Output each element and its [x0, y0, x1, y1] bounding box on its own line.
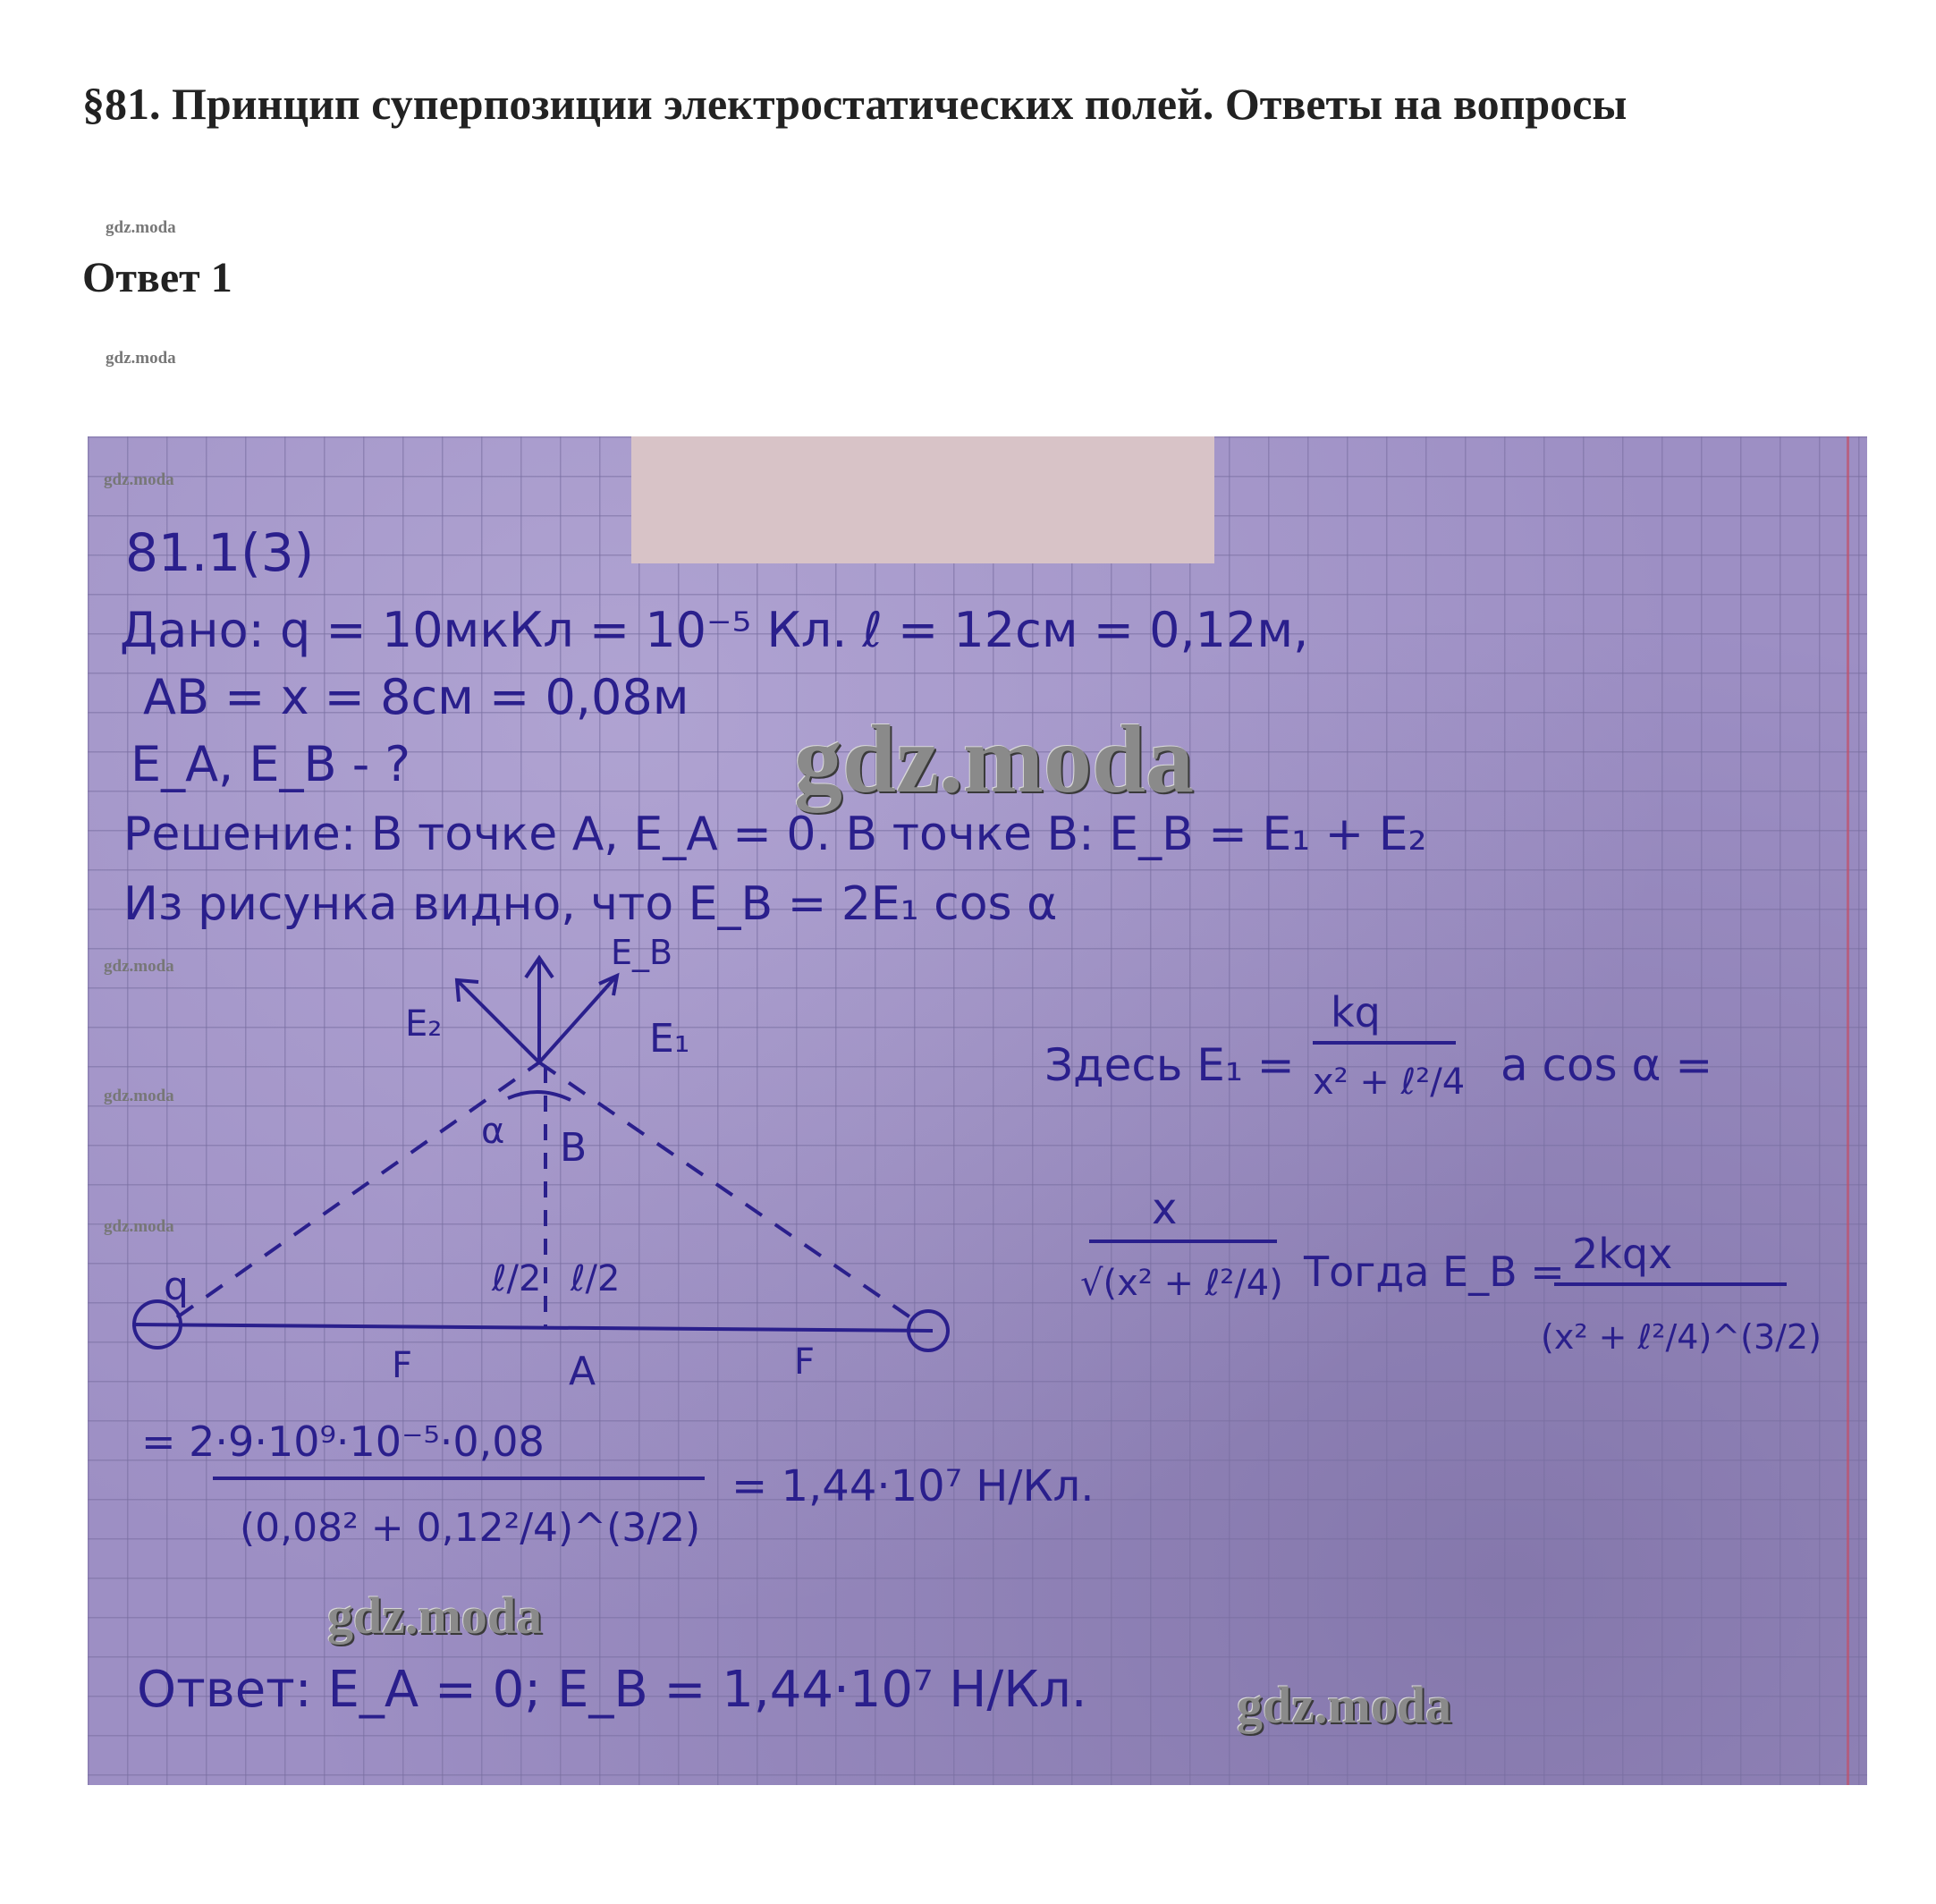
problem-number: 81.1(3) [125, 522, 315, 583]
given-line-1: Дано: q = 10мкКл = 10⁻⁵ Кл. ℓ = 12см = 0,12м, [120, 602, 1309, 658]
watermark-small: gdz.moda [104, 1087, 174, 1105]
solution-line-1: Решение: В точке А, E_A = 0. В точке В: E_B = E₁ + E₂ [123, 808, 1427, 861]
label-b: B [560, 1125, 588, 1171]
answer-heading: Ответ 1 [82, 254, 232, 301]
handwritten-solution-photo [88, 436, 1867, 1785]
eb-numerator: 2kqx [1572, 1230, 1673, 1278]
watermark-small: gdz.moda [106, 349, 176, 368]
e1-denominator: x² + ℓ²/4 [1313, 1062, 1466, 1103]
label-e1: E₁ [649, 1016, 690, 1062]
eb-denominator: (x² + ℓ²/4)^(3/2) [1541, 1317, 1822, 1357]
label-half-right: ℓ/2 [571, 1258, 621, 1299]
label-f-left: F [392, 1345, 413, 1386]
e1-numerator: kq [1331, 988, 1381, 1037]
calc-denominator: (0,08² + 0,12²/4)^(3/2) [240, 1505, 701, 1551]
label-half-left: ℓ/2 [492, 1258, 542, 1299]
calc-result: = 1,44·10⁷ Н/Кл. [731, 1461, 1095, 1511]
watermark-small: gdz.moda [104, 470, 174, 489]
cos-label: а cos α = [1501, 1039, 1713, 1091]
page-title: §81. Принцип суперпозиции электростатических полей. Ответы на вопросы [82, 79, 1627, 129]
axis-line [132, 1324, 933, 1331]
where-label: Здесь E₁ = [1044, 1039, 1295, 1091]
watermark-medium: gdz.moda [1237, 1676, 1452, 1734]
vector-e2 [459, 982, 539, 1062]
watermark-medium: gdz.moda [327, 1587, 543, 1645]
then-label: Тогда E_B = [1304, 1248, 1565, 1296]
cos-denominator: √(x² + ℓ²/4) [1080, 1263, 1283, 1304]
given-line-2: AB = x = 8см = 0,08м [143, 669, 689, 725]
vector-e1 [539, 977, 615, 1062]
find-line: E_A, E_B - ? [131, 736, 411, 792]
label-eb: E_B [611, 933, 673, 972]
watermark-large: gdz.moda [794, 707, 1195, 813]
label-e2: E₂ [405, 1003, 443, 1045]
watermark-small: gdz.moda [104, 957, 174, 976]
watermark-small: gdz.moda [106, 218, 176, 237]
final-answer: Ответ: E_A = 0; E_B = 1,44·10⁷ Н/Кл. [137, 1661, 1087, 1719]
handwriting-svg [88, 436, 1867, 1785]
label-f-right: F [794, 1341, 816, 1383]
calc-numerator: = 2·9·10⁹·10⁻⁵·0,08 [141, 1417, 545, 1466]
dashed-left [177, 1062, 542, 1317]
watermark-small: gdz.moda [104, 1217, 174, 1236]
label-a: A [569, 1349, 596, 1394]
label-q: q [164, 1264, 189, 1309]
label-alpha: α [481, 1111, 505, 1152]
cos-numerator: x [1152, 1184, 1178, 1234]
angle-arc [508, 1092, 571, 1100]
solution-line-2: Из рисунка видно, что E_B = 2E₁ cos α [123, 877, 1058, 931]
